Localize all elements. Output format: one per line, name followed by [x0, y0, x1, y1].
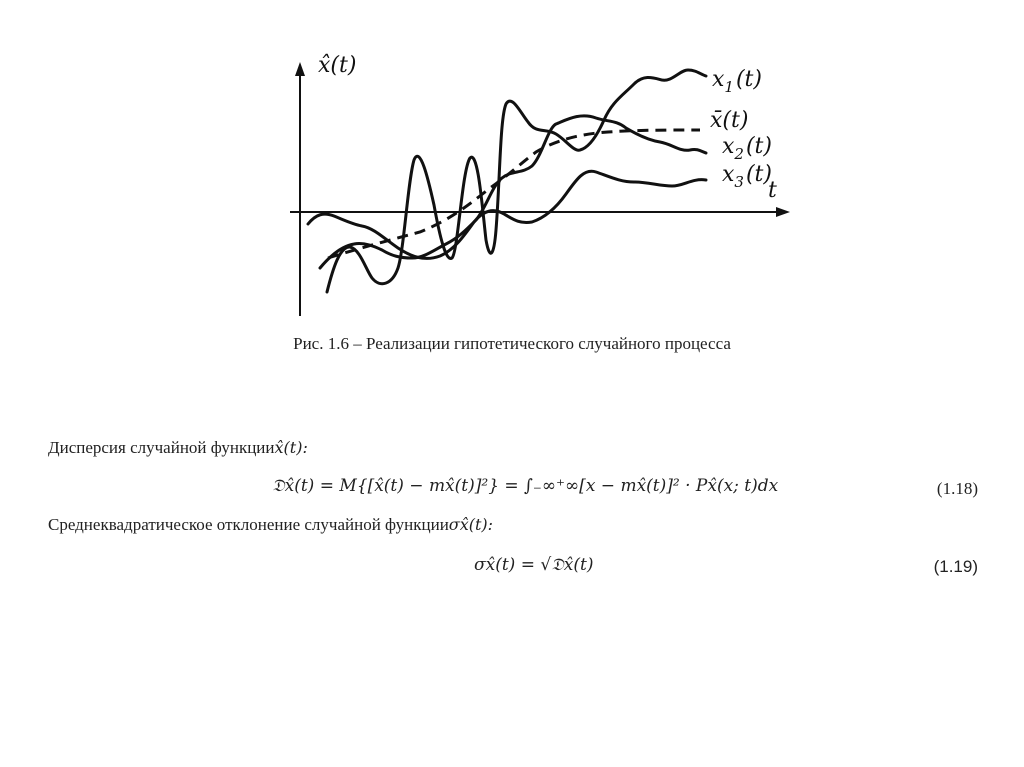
std-deviation-symbol: σx̂(t): — [448, 515, 494, 534]
dispersion-label-text: Дисперсия случайной функции — [48, 438, 275, 457]
std-deviation-label-text: Среднеквадратическое отклонение случайной функции — [48, 515, 449, 534]
curve-label-x1: $x_1(t)$ — [712, 67, 762, 96]
process-realizations-figure — [0, 0, 1024, 330]
y-axis-label: x̂(t) — [318, 53, 357, 78]
figure-caption: Рис. 1.6 – Реализации гипотетического случайного процесса — [293, 334, 731, 353]
equation-number-1-18: (1.18) — [936, 479, 978, 498]
dispersion-label — [48, 438, 308, 458]
curve-label-mean: x̄(t) — [710, 108, 749, 133]
curve-x2 — [320, 116, 706, 268]
equation-number-1-19: (1.19) — [933, 557, 978, 576]
std-deviation-label — [48, 515, 493, 535]
t-axis-arrow-icon — [776, 207, 790, 217]
dispersion-formula: 𝔇x̂(t) = M{[x̂(t) − mx̂(t)]²} = ∫₋∞⁺∞[x − mx̂(t)]² · Px̂(x; t)dx — [272, 476, 779, 496]
dispersion-symbol: x̂(t): — [274, 438, 308, 457]
curve-x1 — [327, 70, 706, 292]
t-axis-label: t — [768, 178, 777, 203]
y-axis-arrow-icon — [295, 62, 305, 76]
curve-label-x2: $x_2(t)$ — [722, 134, 772, 163]
std-deviation-formula: σx̂(t) = √𝔇x̂(t) — [474, 555, 594, 575]
curve-label-x3: $x_3(t)$ — [722, 162, 772, 191]
